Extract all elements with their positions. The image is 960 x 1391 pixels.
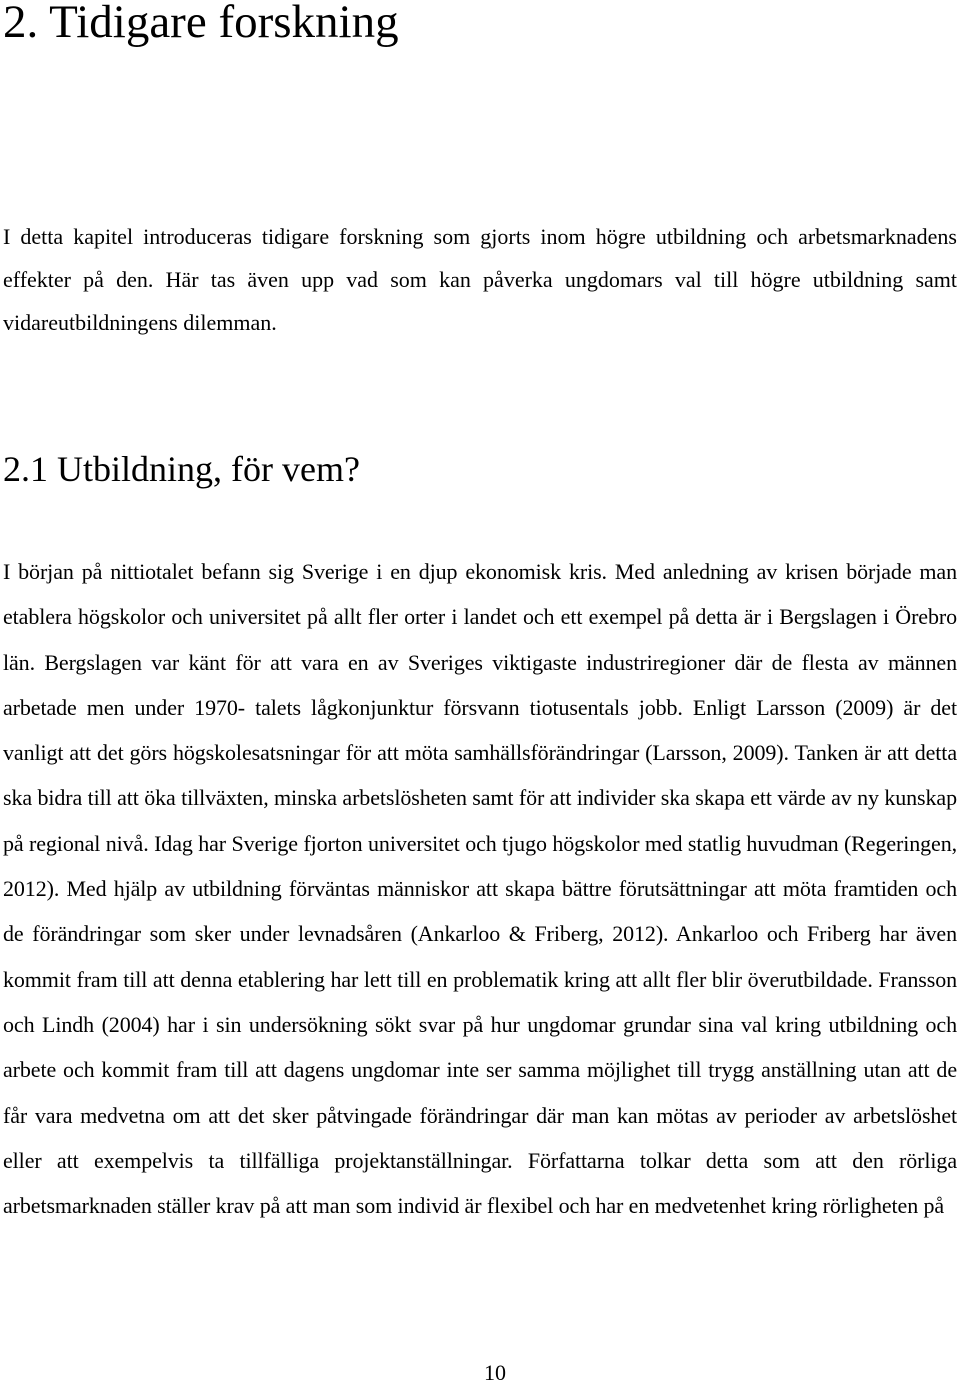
chapter-title: 2. Tidigare forskning bbox=[3, 0, 399, 48]
page-number: 10 bbox=[484, 1360, 506, 1385]
section-body-paragraph: I början på nittiotalet befann sig Sverige i en djup ekonomisk kris. Med anledning av krisen började man etablera högskolor och universitet på allt fler orter i landet och ett exempel på detta är i Bergslagen i Örebro län. Bergslagen var känt för att vara en av Sveriges viktigaste industriregioner där de flesta av männen arbetade men under 1970- talets lågkonjunktur försvann tiotusentals jobb. Enligt Larsson (2009) är det vanligt att det görs högskolesatsningar för att möta samhällsförändringar (Larsson, 2009). Tanken är att detta ska bidra till att öka tillväxten, minska arbetslösheten samt för att individer ska skapa ett värde av ny kunskap på regional nivå. Idag har Sverige fjorton universitet och tjugo högskolor med statlig huvudman (Regeringen, 2012). Med hjälp av utbildning förväntas människor att skapa bättre förutsättningar att möta framtiden och de förändringar som sker under levnadsåren (Ankarloo & Friberg, 2012). Ankarloo och Friberg har även kommit fram till att denna etablering har lett till en problematik kring att allt fler blir överutbildade. Fransson och Lindh (2004) har i sin undersökning sökt svar på hur ungdomar grundar sina val kring utbildning och arbete och kommit fram till att dagens ungdomar inte ser samma möjlighet till trygg anställning utan att de får vara medvetna om att det sker påtvingade förändringar där man kan mötas av perioder av arbetslöshet eller att exempelvis ta tillfälliga projektanställningar. Författarna tolkar detta som att den rörliga arbetsmarknaden ställer krav på att man som individ är flexibel och har en medvetenhet kring rörligheten på bbox=[3, 559, 957, 1219]
intro-paragraph: I detta kapitel introduceras tidigare forskning som gjorts inom högre utbildning och arbetsmarknadens effekter på den. Här tas även upp vad som kan påverka ungdomars val till högre utbildning samt vidareutbildningens dilemman. bbox=[3, 224, 957, 335]
section-title: 2.1 Utbildning, för vem? bbox=[3, 449, 360, 489]
